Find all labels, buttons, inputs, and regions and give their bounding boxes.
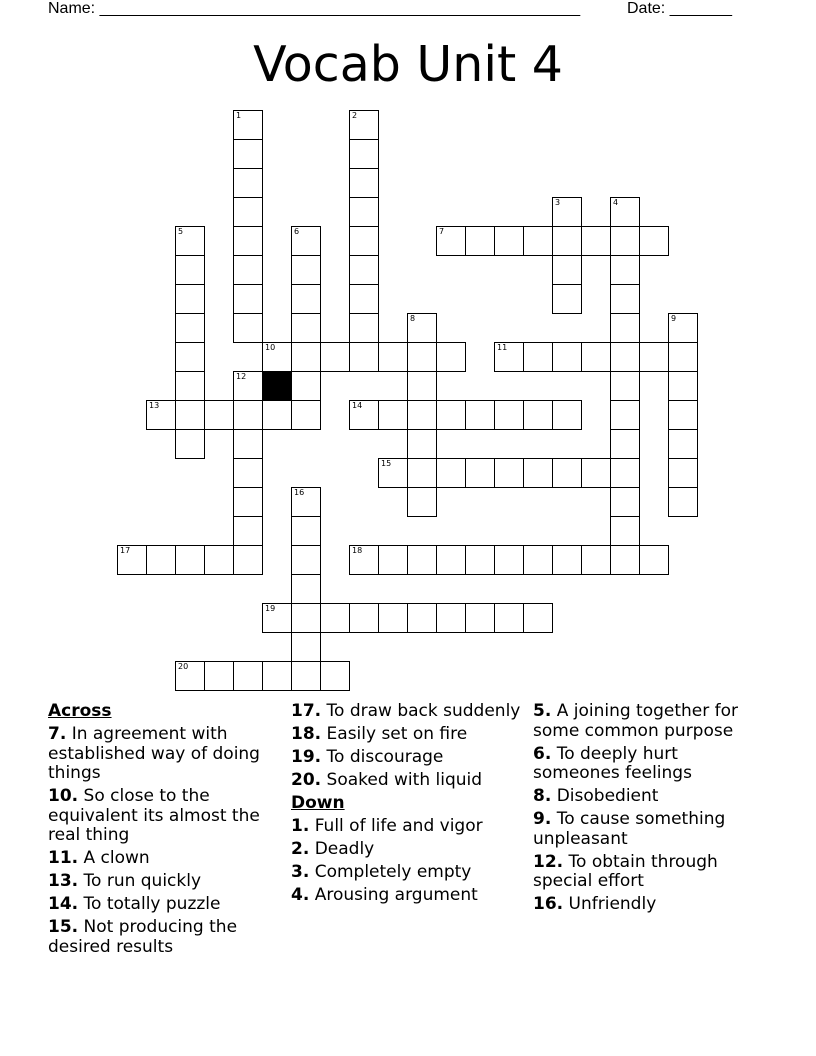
grid-cell[interactable]	[291, 284, 321, 314]
clue-number: 8.	[533, 786, 552, 806]
grid-cell[interactable]	[233, 661, 263, 691]
grid-cell[interactable]	[291, 545, 321, 575]
grid-cell[interactable]	[233, 371, 263, 401]
grid-cell[interactable]	[465, 603, 495, 633]
grid-cell[interactable]	[349, 603, 379, 633]
clue-number: 9.	[533, 809, 552, 829]
clue-number-label: 11	[497, 343, 508, 352]
grid-cell[interactable]	[610, 458, 640, 488]
clue-number: 2.	[291, 839, 310, 859]
clue-text: A joining together for some common purpose	[533, 701, 739, 741]
down-heading: Down	[291, 793, 345, 813]
clue-number-label: 19	[265, 604, 276, 613]
clue-item	[291, 863, 523, 883]
clue-number-label: 1	[236, 111, 242, 120]
clue-number-label: 16	[294, 488, 305, 497]
grid-cell[interactable]	[349, 313, 379, 343]
grid-cell[interactable]	[494, 400, 524, 430]
clue-number: 6.	[533, 743, 552, 764]
clue-number-label: 9	[671, 314, 677, 323]
grid-cell[interactable]	[552, 342, 582, 372]
grid-cell[interactable]	[610, 313, 640, 343]
grid-cell[interactable]	[291, 603, 321, 633]
grid-cell[interactable]	[349, 255, 379, 285]
grid-cell[interactable]	[436, 603, 466, 633]
grid-cell[interactable]	[175, 400, 205, 430]
grid-cell[interactable]	[610, 255, 640, 285]
grid-cell[interactable]	[407, 313, 437, 343]
grid-cell[interactable]	[233, 226, 263, 256]
clue-number: 1.	[291, 816, 310, 836]
clue-number: 12.	[533, 851, 564, 872]
clue-number-label: 17	[120, 546, 131, 555]
grid-cell[interactable]	[552, 400, 582, 430]
clue-number: 16.	[533, 894, 564, 914]
grid-cell[interactable]	[233, 516, 263, 546]
grid-cell[interactable]	[465, 545, 495, 575]
grid-cell[interactable]	[407, 371, 437, 401]
clue-number: 14.	[48, 894, 79, 914]
grid-cell[interactable]	[291, 661, 321, 691]
clue-number: 17.	[291, 701, 322, 721]
clue-number-label: 20	[178, 662, 189, 671]
clue-number: 3.	[291, 862, 310, 882]
grid-cell[interactable]	[407, 458, 437, 488]
grid-cell[interactable]	[552, 226, 582, 256]
clue-number: 7.	[48, 724, 67, 744]
grid-cell[interactable]	[639, 342, 669, 372]
clue-number-label: 8	[410, 314, 416, 323]
clue-text: So close to the equivalent its almost the real thing	[48, 786, 260, 845]
grid-cell[interactable]	[552, 458, 582, 488]
clue-text: Soaked with liquid	[321, 770, 483, 790]
grid-cell[interactable]	[262, 342, 292, 372]
grid-cell[interactable]	[378, 603, 408, 633]
grid-cell[interactable]	[175, 371, 205, 401]
grid-cell[interactable]	[407, 545, 437, 575]
grid-cell[interactable]	[494, 342, 524, 372]
clue-item	[533, 787, 765, 807]
grid-cell[interactable]	[349, 284, 379, 314]
grid-cell[interactable]	[494, 545, 524, 575]
grid-cell[interactable]	[233, 255, 263, 285]
clue-text: To run quickly	[78, 871, 202, 891]
grid-cell[interactable]	[610, 197, 640, 227]
grid-cell[interactable]	[349, 168, 379, 198]
grid-cell[interactable]	[378, 400, 408, 430]
grid-cell[interactable]	[552, 197, 582, 227]
grid-cell[interactable]	[436, 545, 466, 575]
grid-cell[interactable]	[291, 313, 321, 343]
grid-cell[interactable]	[407, 400, 437, 430]
grid-cell[interactable]	[610, 226, 640, 256]
clue-item	[291, 817, 523, 837]
grid-cell[interactable]	[233, 284, 263, 314]
grid-cell[interactable]	[349, 342, 379, 372]
clues-column-1	[48, 702, 280, 961]
grid-cell[interactable]	[639, 226, 669, 256]
grid-cell[interactable]	[523, 226, 553, 256]
grid-cell[interactable]	[175, 255, 205, 285]
grid-cell[interactable]	[668, 313, 698, 343]
grid-cell[interactable]	[523, 342, 553, 372]
grid-cell[interactable]	[349, 545, 379, 575]
clue-number: 4.	[291, 885, 310, 905]
grid-cell[interactable]	[668, 487, 698, 517]
clue-number-label: 15	[381, 459, 392, 468]
clue-number-label: 2	[352, 111, 358, 120]
clue-item	[291, 771, 523, 791]
grid-cell[interactable]	[233, 110, 263, 140]
date-field[interactable]: Date: _______	[627, 0, 732, 17]
grid-cell[interactable]	[262, 400, 292, 430]
grid-cell[interactable]	[146, 545, 176, 575]
clue-item	[291, 748, 523, 768]
clue-number-label: 6	[294, 227, 300, 236]
grid-cell[interactable]	[233, 168, 263, 198]
clue-number: 15.	[48, 917, 79, 937]
clue-item	[533, 895, 765, 915]
clue-text: Not producing the desired results	[48, 917, 238, 957]
grid-cell[interactable]	[465, 458, 495, 488]
grid-cell[interactable]	[610, 429, 640, 459]
grid-cell[interactable]	[349, 139, 379, 169]
grid-cell[interactable]	[291, 487, 321, 517]
clue-item	[48, 895, 280, 915]
grid-cell[interactable]	[204, 661, 234, 691]
clue-item	[48, 918, 280, 957]
clue-text: In agreement with established way of doing things	[48, 724, 260, 783]
grid-cell[interactable]	[465, 226, 495, 256]
grid-cell[interactable]	[610, 487, 640, 517]
clue-text: To obtain through special effort	[533, 851, 718, 891]
grid-cell[interactable]	[233, 139, 263, 169]
clue-text: To discourage	[321, 747, 444, 767]
grid-cell[interactable]	[581, 226, 611, 256]
grid-cell[interactable]	[291, 400, 321, 430]
grid-cell[interactable]	[610, 545, 640, 575]
grid-cell[interactable]	[175, 429, 205, 459]
grid-cell[interactable]	[291, 371, 321, 401]
grid-cell[interactable]	[204, 545, 234, 575]
clue-item	[533, 702, 765, 741]
clue-number-label: 18	[352, 546, 363, 555]
grid-cell[interactable]	[523, 400, 553, 430]
grid-cell[interactable]	[436, 342, 466, 372]
grid-cell[interactable]	[349, 400, 379, 430]
clue-item	[48, 725, 280, 784]
name-field[interactable]: Name: ______________________________________________________	[48, 0, 581, 17]
grid-cell[interactable]	[552, 545, 582, 575]
grid-cell[interactable]	[581, 545, 611, 575]
grid-cell[interactable]	[523, 458, 553, 488]
grid-cell[interactable]	[407, 487, 437, 517]
grid-cell[interactable]	[233, 313, 263, 343]
clue-text: Full of life and vigor	[309, 816, 483, 836]
across-heading: Across	[48, 701, 112, 721]
grid-cell[interactable]	[436, 226, 466, 256]
grid-cell[interactable]	[146, 400, 176, 430]
clue-number-label: 7	[439, 227, 445, 236]
clue-text: Unfriendly	[563, 894, 657, 914]
grid-cell[interactable]	[610, 516, 640, 546]
clue-text: To draw back suddenly	[321, 701, 521, 721]
clue-item	[533, 810, 765, 849]
grid-cell[interactable]	[610, 400, 640, 430]
grid-cell[interactable]	[320, 603, 350, 633]
grid-cell[interactable]	[349, 197, 379, 227]
grid-cell[interactable]	[407, 429, 437, 459]
grid-cell[interactable]	[291, 516, 321, 546]
clue-item	[533, 853, 765, 892]
clue-text: Disobedient	[551, 786, 659, 806]
grid-cell[interactable]	[175, 545, 205, 575]
grid-cell[interactable]	[291, 574, 321, 604]
grid-cell[interactable]	[494, 603, 524, 633]
grid-cell[interactable]	[436, 400, 466, 430]
grid-cell[interactable]	[117, 545, 147, 575]
clue-item	[291, 840, 523, 860]
grid-cell[interactable]	[233, 545, 263, 575]
clue-number-label: 12	[236, 372, 247, 381]
grid-cell[interactable]	[552, 255, 582, 285]
black-cell	[262, 371, 292, 401]
clue-number: 19.	[291, 747, 322, 767]
grid-cell[interactable]	[262, 661, 292, 691]
grid-cell[interactable]	[668, 458, 698, 488]
grid-cell[interactable]	[668, 342, 698, 372]
grid-cell[interactable]	[523, 603, 553, 633]
grid-cell[interactable]	[494, 226, 524, 256]
grid-cell[interactable]	[378, 458, 408, 488]
clue-number-label: 10	[265, 343, 276, 352]
grid-cell[interactable]	[668, 429, 698, 459]
clue-item	[48, 849, 280, 869]
clue-text: Deadly	[309, 839, 375, 859]
grid-cell[interactable]	[175, 226, 205, 256]
grid-cell[interactable]	[494, 458, 524, 488]
grid-cell[interactable]	[233, 487, 263, 517]
puzzle-title: Vocab Unit 4	[253, 36, 563, 93]
grid-cell[interactable]	[233, 429, 263, 459]
clue-text: Completely empty	[309, 862, 472, 882]
grid-cell[interactable]	[175, 342, 205, 372]
clue-item	[533, 745, 765, 784]
grid-cell[interactable]	[610, 284, 640, 314]
grid-cell[interactable]	[291, 226, 321, 256]
clue-number-label: 13	[149, 401, 160, 410]
clue-number: 18.	[291, 724, 322, 744]
grid-cell[interactable]	[291, 632, 321, 662]
grid-cell[interactable]	[291, 342, 321, 372]
grid-cell[interactable]	[233, 400, 263, 430]
clue-text: To deeply hurt someones feelings	[533, 743, 692, 783]
clue-number-label: 4	[613, 198, 619, 207]
clue-number-label: 3	[555, 198, 561, 207]
clue-item	[48, 787, 280, 846]
clue-text: To cause something unpleasant	[533, 809, 726, 849]
grid-cell[interactable]	[320, 661, 350, 691]
grid-cell[interactable]	[581, 458, 611, 488]
grid-cell[interactable]	[465, 400, 495, 430]
grid-cell[interactable]	[668, 400, 698, 430]
clues-column-2	[291, 702, 523, 909]
grid-cell[interactable]	[378, 342, 408, 372]
grid-cell[interactable]	[175, 313, 205, 343]
grid-cell[interactable]	[610, 342, 640, 372]
grid-cell[interactable]	[175, 284, 205, 314]
clue-number: 5.	[533, 701, 552, 721]
grid-cell[interactable]	[668, 371, 698, 401]
clue-number: 11.	[48, 848, 79, 868]
clue-item	[291, 725, 523, 745]
grid-cell[interactable]	[233, 458, 263, 488]
clue-text: To totally puzzle	[78, 894, 221, 914]
grid-cell[interactable]	[262, 603, 292, 633]
grid-cell[interactable]	[407, 342, 437, 372]
clue-text: A clown	[78, 848, 150, 868]
grid-cell[interactable]	[204, 400, 234, 430]
grid-cell[interactable]	[407, 603, 437, 633]
grid-cell[interactable]	[291, 255, 321, 285]
grid-cell[interactable]	[349, 226, 379, 256]
grid-cell[interactable]	[320, 342, 350, 372]
grid-cell[interactable]	[523, 545, 553, 575]
grid-cell[interactable]	[175, 661, 205, 691]
grid-cell[interactable]	[233, 197, 263, 227]
grid-cell[interactable]	[436, 458, 466, 488]
grid-cell[interactable]	[639, 545, 669, 575]
clue-text: Arousing argument	[309, 885, 478, 905]
grid-cell[interactable]	[378, 545, 408, 575]
clue-item	[48, 872, 280, 892]
clue-number: 10.	[48, 786, 79, 806]
clue-number: 13.	[48, 871, 79, 891]
clue-item	[291, 886, 523, 906]
grid-cell[interactable]	[349, 110, 379, 140]
clues-column-3	[533, 702, 765, 918]
clue-text: Easily set on fire	[321, 724, 468, 744]
clue-number: 20.	[291, 770, 322, 790]
clue-number-label: 14	[352, 401, 363, 410]
clue-item	[291, 702, 523, 722]
grid-cell[interactable]	[610, 371, 640, 401]
clue-number-label: 5	[178, 227, 184, 236]
grid-cell[interactable]	[581, 342, 611, 372]
grid-cell[interactable]	[552, 284, 582, 314]
